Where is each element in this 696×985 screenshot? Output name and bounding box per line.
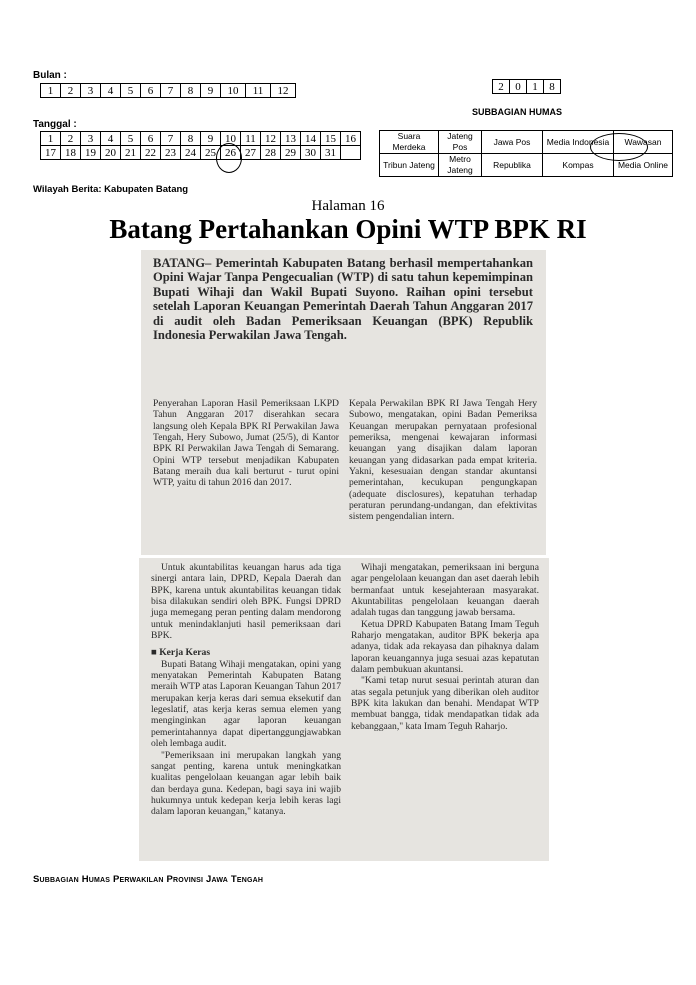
- year-digit-cell: 1: [527, 80, 544, 94]
- month-cell: 11: [246, 84, 271, 98]
- media-cell: Tribun Jateng: [380, 154, 439, 177]
- year-digit-cell: 0: [510, 80, 527, 94]
- media-cell: Jawa Pos: [482, 131, 543, 154]
- date-cell: 25: [201, 146, 221, 160]
- month-cell: 3: [81, 84, 101, 98]
- date-cell: 24: [181, 146, 201, 160]
- article-col3: [151, 562, 341, 818]
- date-cell: 2: [61, 132, 81, 146]
- date-cell: 5: [121, 132, 141, 146]
- date-cell: 14: [301, 132, 321, 146]
- date-cell: 21: [121, 146, 141, 160]
- month-cell: 1: [41, 84, 61, 98]
- article-col4-para3: "Kami tetap nurut sesuai perintah aturan dan atas segala petunjuk yang diberikan oleh auditor BPK kita lakukan dan benahi. Mendapat WTP membuat bangga, tidak mendapatkan tidak ada kebanggaan," kata Imam Teguh Raharjo.: [351, 675, 539, 732]
- media-cell: Media Online: [614, 154, 673, 177]
- date-cell: 28: [261, 146, 281, 160]
- date-cell: 4: [101, 132, 121, 146]
- month-cell: 4: [101, 84, 121, 98]
- date-cell: 9: [201, 132, 221, 146]
- footer-label: Subbagian Humas Perwakilan Provinsi Jawa Tengah: [33, 874, 264, 885]
- date-cell: 26: [221, 146, 241, 160]
- date-cell: [341, 146, 361, 160]
- date-cell: 7: [161, 132, 181, 146]
- date-cell: 27: [241, 146, 261, 160]
- date-cell: 20: [101, 146, 121, 160]
- article-col3-para3: "Pemeriksaan ini merupakan langkah yang sangat penting, karena untuk meningkatkan kualitas pengelolaan keuangan agar lebih baik dan berdaya guna. Kedepan, bagi saya ini wajib hukumnya untuk kedepan kerja lebih keras lagi dalam laporan keuangan," katanya.: [151, 749, 341, 818]
- date-cell: 8: [181, 132, 201, 146]
- media-cell: Republika: [482, 154, 543, 177]
- month-cell: 9: [201, 84, 221, 98]
- month-grid: [40, 83, 296, 98]
- date-cell: 13: [281, 132, 301, 146]
- headline: Batang Pertahankan Opini WTP BPK RI: [109, 214, 587, 244]
- wilayah-label: Wilayah Berita: Kabupaten Batang: [33, 184, 189, 195]
- date-cell: 12: [261, 132, 281, 146]
- media-cell: Suara Merdeka: [380, 131, 439, 154]
- article-subhead: ■ Kerja Keras: [151, 647, 211, 659]
- date-cell: 29: [281, 146, 301, 160]
- date-grid: [40, 131, 361, 160]
- selected-date-circle: [216, 143, 242, 173]
- date-cell: 16: [341, 132, 361, 146]
- date-cell: 15: [321, 132, 341, 146]
- date-cell: 3: [81, 132, 101, 146]
- date-cell: 23: [161, 146, 181, 160]
- page-number: Halaman 16: [311, 198, 385, 214]
- media-cell: Jateng Pos: [439, 131, 482, 154]
- date-cell: 30: [301, 146, 321, 160]
- tanggal-label: Tanggal :: [33, 119, 77, 130]
- article-col4: [351, 562, 539, 732]
- media-cell: Media Indonesia: [543, 131, 614, 154]
- year-digit-cell: 8: [544, 80, 561, 94]
- department-label: SUBBAGIAN HUMAS: [472, 107, 562, 117]
- date-cell: 18: [61, 146, 81, 160]
- date-cell: 10: [221, 132, 241, 146]
- media-cell: Kompas: [543, 154, 614, 177]
- article-clip-bottom: [139, 558, 549, 861]
- month-cell: 7: [161, 84, 181, 98]
- media-cell: Wawasan: [614, 131, 673, 154]
- year-grid: [492, 79, 561, 94]
- date-cell: 1: [41, 132, 61, 146]
- date-cell: 31: [321, 146, 341, 160]
- bulan-label: Bulan :: [33, 70, 67, 81]
- month-cell: 5: [121, 84, 141, 98]
- date-cell: 22: [141, 146, 161, 160]
- month-cell: 2: [61, 84, 81, 98]
- article-lead: BATANG– Pemerintah Kabupaten Batang berhasil mempertahankan Opini Wajar Tanpa Pengecualian (WTP) di satu tahun kepemimpinan Bupati Wihaji dan Wakil Bupati Suyono. Raihan opini tersebut setelah Laporan Keuangan Pemerintah Daerah Tahun Anggaran 2017 di audit oleh Badan Pemeriksaan Keuangan (BPK) Republik Indonesia Perwakilan Jawa Tengah.: [153, 256, 533, 343]
- media-cell: Metro Jateng: [439, 154, 482, 177]
- month-cell: 8: [181, 84, 201, 98]
- month-cell: 10: [221, 84, 246, 98]
- date-cell: 19: [81, 146, 101, 160]
- article-col3-para2: Bupati Batang Wihaji mengatakan, opini yang menyatakan Pemerintah Kabupaten Batang meraih WTP atas Laporan Keuangan Tahun 2017 merupakan kerja keras dari semua eksekutif dan legeslatif, atas kerja keras semua elemen yang menginginkan agar laporan keuangan pemerintahannya dapat dipertanggungjawabkan oleh lembaga audit.: [151, 658, 341, 750]
- article-col2-para1: Kepala Perwakilan BPK RI Jawa Tengah Hery Subowo, mengatakan, opini Badan Pemeriksa Keuangan merupakan pernyataan profesional pemeriksa, mengenai kewajaran informasi keuangan yang disajikan dalam laporan keuangan yang didasarkan pada empat kriteria. Yakni, kesesuaian dengan standar akuntansi pemerintahan, kecukupan pengungkapan (adequate disclosures), kepatuhan terhadap peraturan perundang-undangan, dan efektivitas sistem pengendalian intern.: [349, 398, 537, 523]
- date-cell: 11: [241, 132, 261, 146]
- article-col3-para1: Untuk akuntabilitas keuangan harus ada tiga sinergi antara lain, DPRD, Kepala Daerah dan BPK, karena untuk akuntabilitas keuangan tidak bisa dilakukan sendiri oleh BPK. Fungsi DPRD juga memegang peran penting dalam mendorong untuk menindaklanjuti hasil pemeriksaan dari BPK.: [151, 562, 341, 642]
- month-cell: 12: [271, 84, 296, 98]
- selected-media-circle: [590, 133, 648, 161]
- article-col4-para2: Ketua DPRD Kabupaten Batang Imam Teguh Raharjo mengatakan, auditor BPK bekerja apa adanya, tidak ada rekayasa dan pihaknya dalam laporan keuangannya juga sesuai azas kepatutan dalam pembukuan akuntansi.: [351, 618, 539, 676]
- month-cell: 6: [141, 84, 161, 98]
- year-digit-cell: 2: [493, 80, 510, 94]
- date-cell: 17: [41, 146, 61, 160]
- article-col4-para1: Wihaji mengatakan, pemeriksaan ini berguna agar pengelolaan keuangan dan aset daerah lebih bermanfaat untuk kesejahteraan masyarakat. Akuntabilitas pengelolaan keuangan daerah adalah tugas dan tanggung jawab bersama.: [351, 562, 539, 619]
- article-clip-top: [141, 250, 546, 555]
- article-col1-para1: Penyerahan Laporan Hasil Pemeriksaan LKPD Tahun Anggaran 2017 diserahkan secara langsung oleh Kepala BPK RI Perwakilan Jawa Tengah, Hery Subowo, Jumat (25/5), di Kantor BPK RI Perwakilan Jawa Tengah di Semarang. Opini WTP tersebut menjadikan Kabupaten Batang meraih dua kali berturut - turut opini WTP, yaitu di tahun 2016 dan 2017.: [153, 398, 339, 489]
- date-cell: 6: [141, 132, 161, 146]
